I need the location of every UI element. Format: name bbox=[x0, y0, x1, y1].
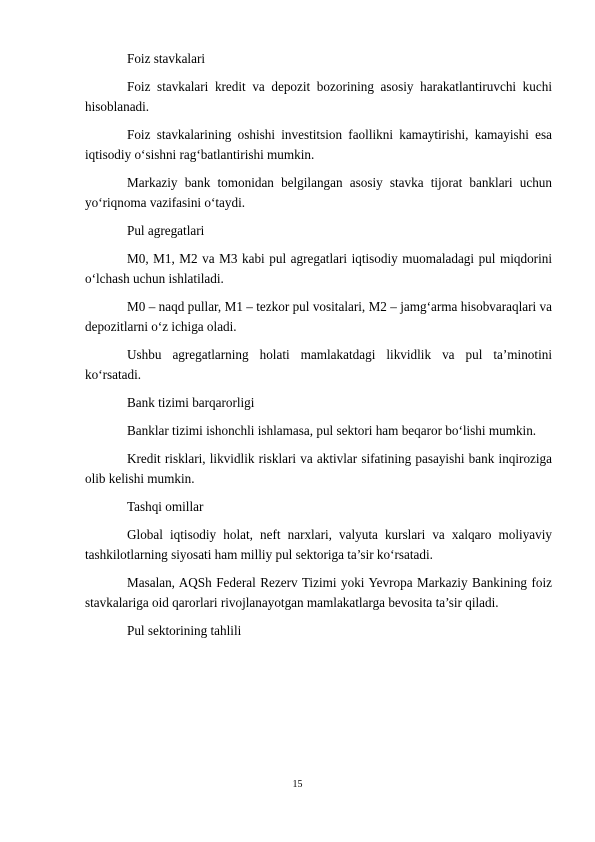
section-heading-interest-rates: Foiz stavkalari bbox=[127, 51, 206, 66]
paragraph: Foiz stavkalari kredit va depozit bozorining asosiy harakatlantiruvchi kuchi hisoblanadi. bbox=[85, 79, 552, 114]
page-number: 15 bbox=[292, 779, 303, 790]
paragraph: Kredit risklari, likvidlik risklari va aktivlar sifatining pasayishi bank inqiroziga olib kelishi mumkin. bbox=[85, 451, 552, 486]
paragraph: Masalan, AQSh Federal Rezerv Tizimi yoki Yevropa Markaziy Bankining foiz stavkalariga oid qarorlari rivojlanayotgan mamlakatlarga bevosita ta’sir qiladi. bbox=[85, 575, 552, 610]
paragraph: M0, M1, M2 va M3 kabi pul agregatlari iqtisodiy muomaladagi pul miqdorini o‘lchash uchun ishlatiladi. bbox=[85, 251, 552, 286]
paragraph: Banklar tizimi ishonchli ishlamasa, pul sektori ham beqaror bo‘lishi mumkin. bbox=[127, 423, 537, 438]
section-heading-money-sector-analysis: Pul sektorining tahlili bbox=[127, 623, 242, 638]
paragraph: Markaziy bank tomonidan belgilangan asosiy stavka tijorat banklari uchun yo‘riqnoma vazifasini o‘taydi. bbox=[85, 175, 552, 210]
section-heading-money-aggregates: Pul agregatlari bbox=[127, 223, 205, 238]
paragraph: Foiz stavkalarining oshishi investitsion faollikni kamaytirishi, kamayishi esa iqtisodiy o‘sishni rag‘batlantirishi mumkin. bbox=[85, 127, 552, 162]
paragraph: M0 – naqd pullar, M1 – tezkor pul vositalari, M2 – jamg‘arma hisobvaraqlari va depozitlarni o‘z ichiga oladi. bbox=[85, 299, 552, 334]
section-heading-external-factors: Tashqi omillar bbox=[127, 499, 204, 514]
section-heading-bank-stability: Bank tizimi barqarorligi bbox=[127, 395, 255, 410]
page-content bbox=[85, 49, 552, 649]
paragraph: Global iqtisodiy holat, neft narxlari, valyuta kurslari va xalqaro moliyaviy tashkilotlarning siyosati ham milliy pul sektoriga ta’sir ko‘rsatadi. bbox=[85, 527, 552, 562]
paragraph: Ushbu agregatlarning holati mamlakatdagi likvidlik va pul ta’minotini ko‘rsatadi. bbox=[85, 347, 552, 382]
